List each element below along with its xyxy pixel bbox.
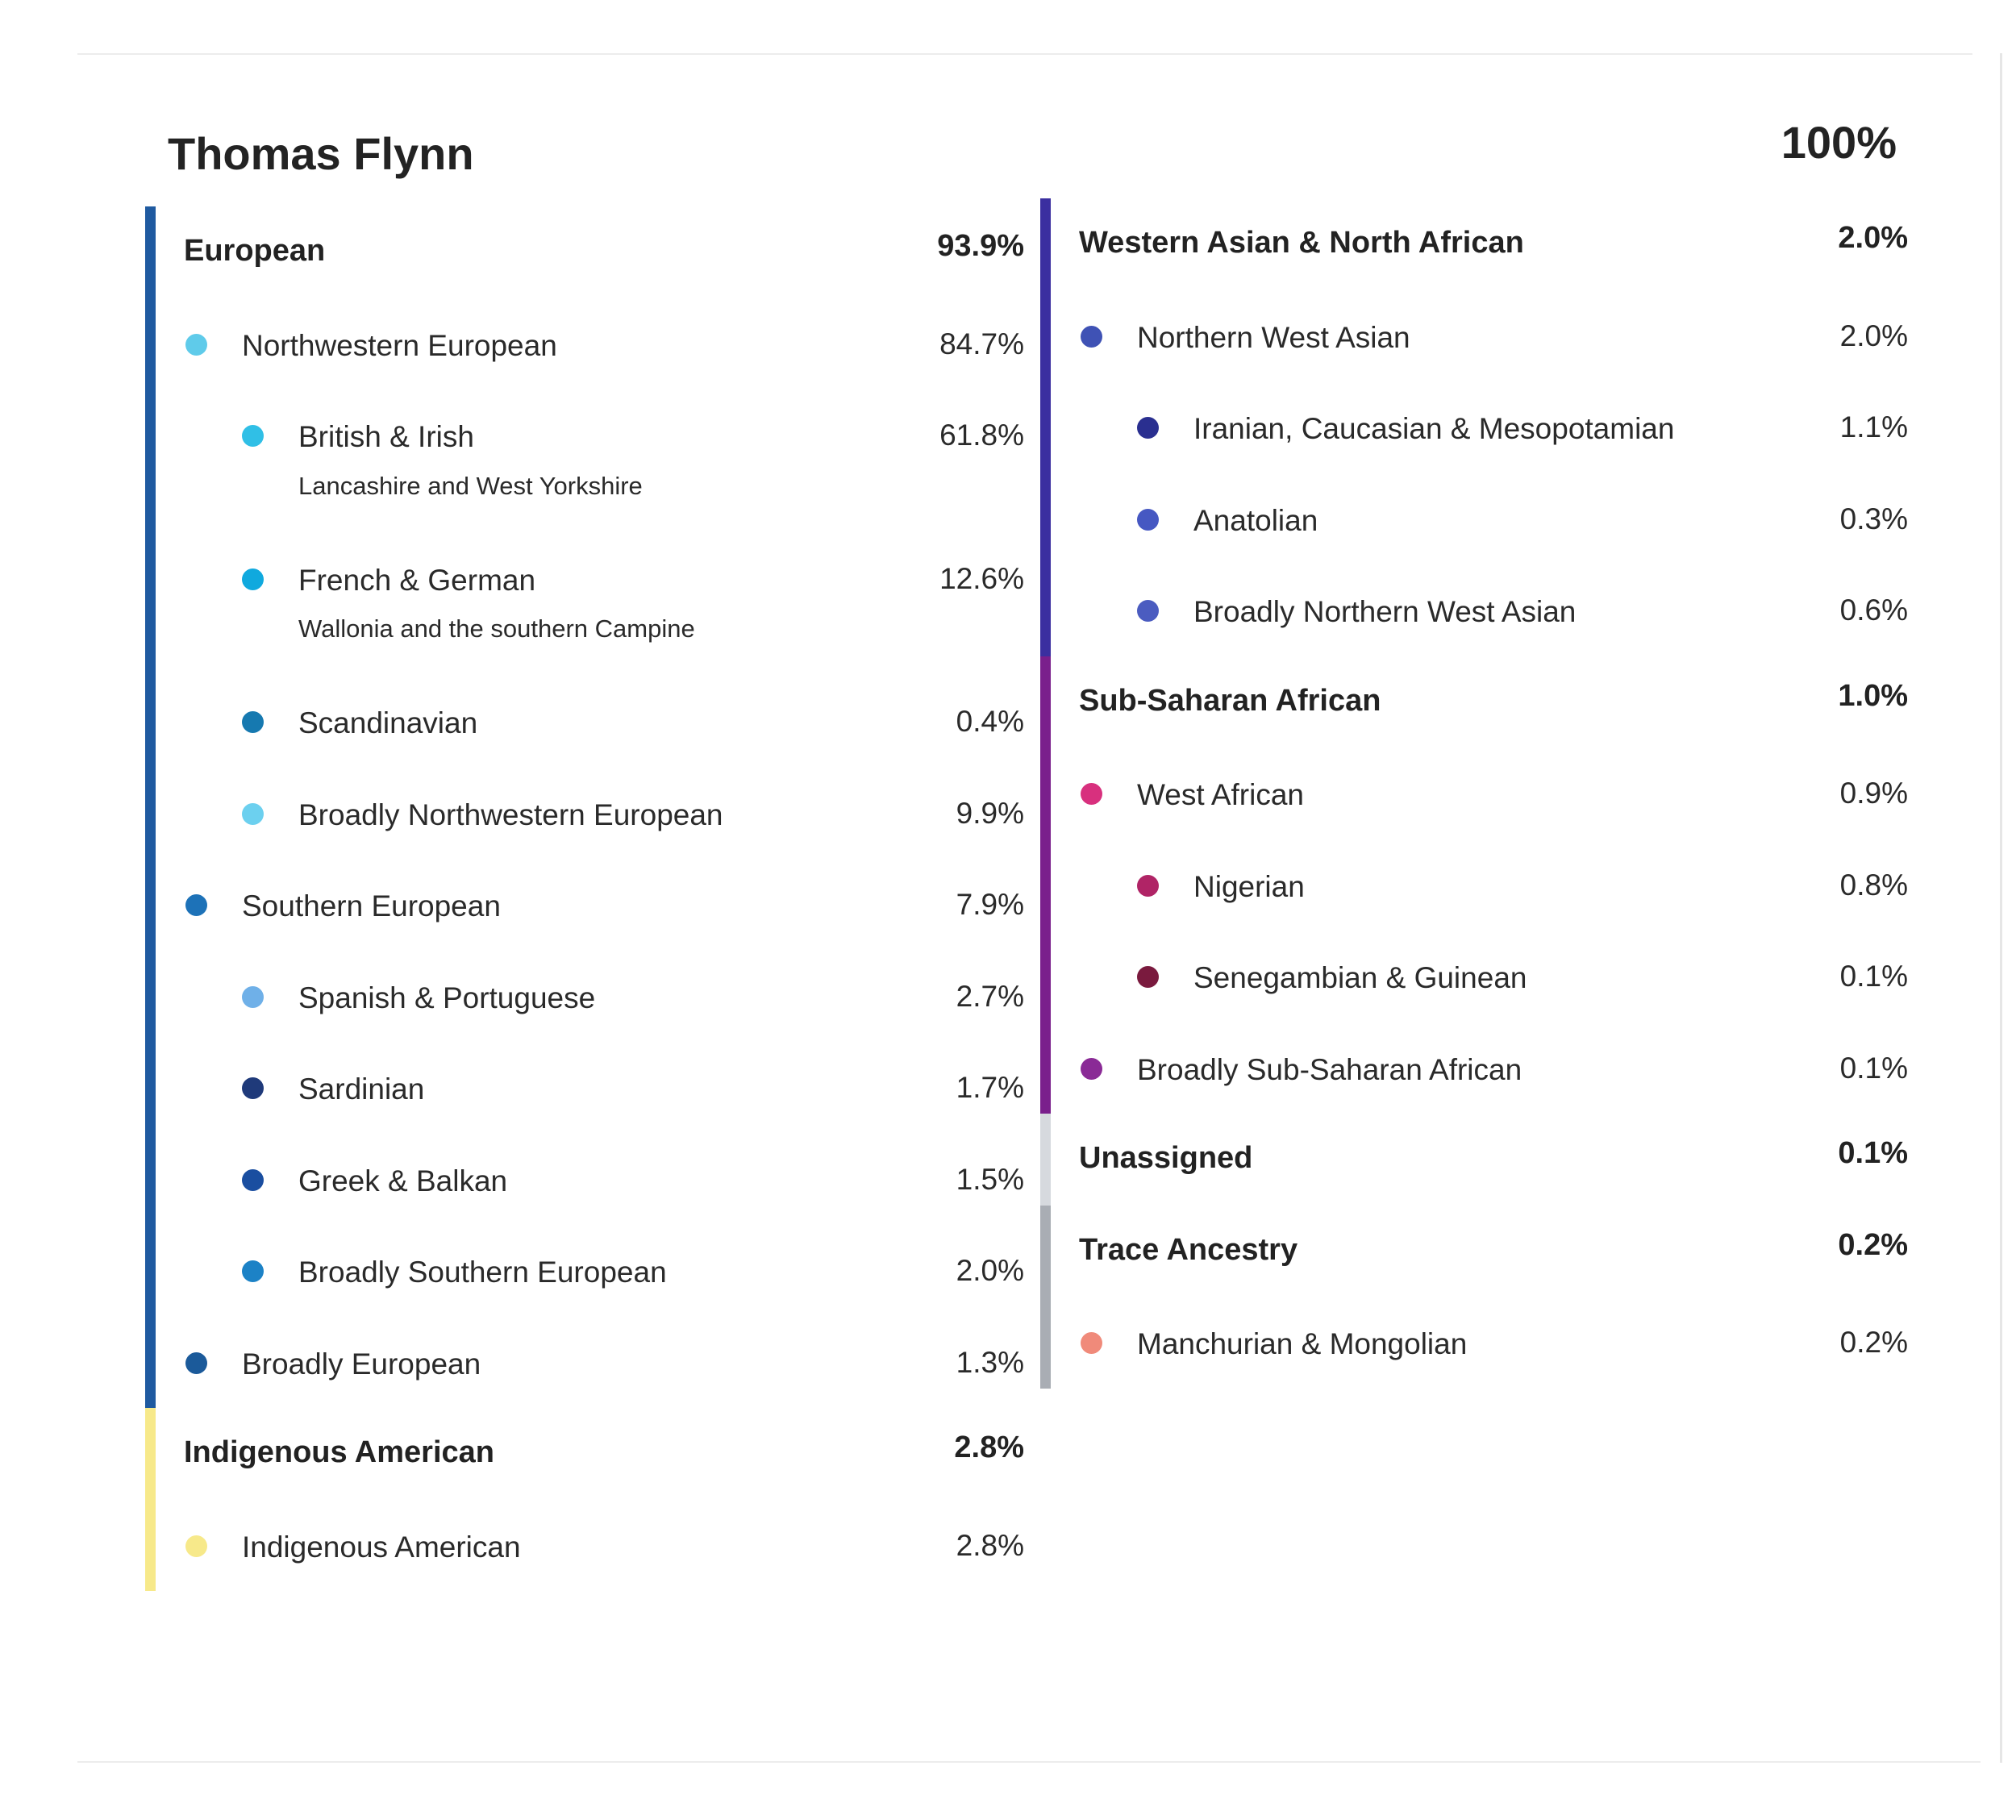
ancestry-row (145, 1317, 1024, 1409)
ancestry-label: West African (1137, 778, 1305, 811)
ancestry-label: Broadly European (242, 1347, 481, 1381)
group-trace (1040, 1206, 1908, 1389)
group-heading (1040, 198, 1908, 290)
group-heading (1040, 1206, 1908, 1297)
ancestry-percent: 2.8% (956, 1528, 1024, 1562)
ancestry-label: Sardinian (298, 1072, 425, 1106)
ancestry-label: Anatolian (1193, 503, 1318, 537)
group-ssa (1040, 656, 1908, 1114)
heading-label: Western Asian & North African (1079, 226, 1524, 260)
ancestry-label: French & German (298, 563, 536, 597)
ancestry-row (145, 1225, 1024, 1317)
ancestry-label: Northern West Asian (1137, 320, 1410, 354)
heading-label: Unassigned (1079, 1141, 1253, 1175)
ancestry-row (1040, 748, 1908, 839)
ancestry-label: Broadly Northwestern European (298, 798, 723, 831)
ancestry-percent: 0.4% (956, 705, 1024, 738)
right-column (1040, 198, 1908, 1389)
ancestry-row (145, 533, 1024, 625)
ancestry-percent: 2.0% (1839, 319, 1908, 352)
group-indigenous (145, 1408, 1024, 1591)
heading-label: Trace Ancestry (1079, 1232, 1298, 1267)
ancestry-row (1040, 473, 1908, 565)
color-dot-icon (242, 1260, 264, 1282)
heading-percent: 0.1% (1838, 1136, 1908, 1170)
ancestry-label: British & Irish (298, 420, 474, 453)
color-dot-icon (242, 986, 264, 1008)
heading-percent: 93.9% (937, 229, 1024, 263)
group-heading (1040, 656, 1908, 748)
ancestry-percent: 0.8% (1839, 868, 1908, 902)
color-dot-icon (1137, 417, 1159, 439)
trace-items (1040, 1297, 1908, 1389)
color-dot-icon (242, 568, 264, 590)
heading-label: Sub-Saharan African (1079, 683, 1381, 718)
ancestry-percent: 0.1% (1839, 960, 1908, 993)
person-name: Thomas Flynn (168, 128, 474, 179)
heading-percent: 2.0% (1838, 221, 1908, 255)
region-row (145, 471, 1024, 533)
ancestry-percent: 84.7% (939, 327, 1024, 360)
ancestry-label: Broadly Southern European (298, 1256, 667, 1289)
color-dot-icon (242, 711, 264, 733)
color-dot-icon (242, 1169, 264, 1191)
ancestry-row (1040, 839, 1908, 931)
color-dot-icon (185, 1535, 207, 1557)
color-dot-icon (1137, 600, 1159, 622)
region-label: Wallonia and the southern Campine (298, 614, 695, 643)
color-dot-icon (1137, 875, 1159, 897)
ancestry-percent: 1.7% (956, 1071, 1024, 1104)
ancestry-label: Broadly Sub-Saharan African (1137, 1052, 1522, 1086)
ancestry-percent: 1.5% (956, 1162, 1024, 1196)
left-column (145, 206, 1024, 1591)
ancestry-label: Southern European (242, 889, 501, 922)
ancestry-percent: 0.3% (1839, 502, 1908, 535)
indigenous-items (145, 1500, 1024, 1592)
ancestry-row (145, 1134, 1024, 1226)
ancestry-row (145, 676, 1024, 768)
region-row (145, 614, 1024, 676)
color-dot-icon (185, 1352, 207, 1374)
group-heading (1040, 1114, 1908, 1206)
group-heading (145, 206, 1024, 298)
ssa-items (1040, 748, 1908, 1114)
color-dot-icon (1137, 509, 1159, 531)
group-unassigned (1040, 1114, 1908, 1206)
ancestry-row (1040, 381, 1908, 473)
european-items (145, 298, 1024, 1409)
ancestry-percent: 2.0% (956, 1254, 1024, 1287)
heading-percent: 1.0% (1838, 678, 1908, 713)
ancestry-percent: 12.6% (939, 561, 1024, 595)
group-waa (1040, 198, 1908, 656)
ancestry-label: Indigenous American (242, 1530, 521, 1564)
ancestry-row (1040, 564, 1908, 656)
ancestry-row (1040, 931, 1908, 1022)
ancestry-label: Scandinavian (298, 706, 478, 739)
color-dot-icon (242, 803, 264, 825)
ancestry-percent: 1.3% (956, 1345, 1024, 1379)
ancestry-row (1040, 1022, 1908, 1114)
ancestry-percent: 2.7% (956, 979, 1024, 1013)
ancestry-row (145, 859, 1024, 951)
ancestry-percent: 7.9% (956, 888, 1024, 921)
ancestry-row (145, 1500, 1024, 1592)
ancestry-percent: 61.8% (939, 419, 1024, 452)
ancestry-label: Greek & Balkan (298, 1164, 508, 1197)
ancestry-label: Northwestern European (242, 328, 557, 362)
color-dot-icon (1081, 1058, 1102, 1080)
ancestry-percent: 9.9% (956, 796, 1024, 830)
ancestry-row (1040, 290, 1908, 382)
ancestry-row (145, 298, 1024, 390)
color-dot-icon (1081, 326, 1102, 348)
region-label: Lancashire and West Yorkshire (298, 471, 643, 500)
paper-edge (77, 53, 1972, 55)
ancestry-percent: 1.1% (1839, 410, 1908, 444)
color-dot-icon (1137, 966, 1159, 988)
ancestry-label: Spanish & Portuguese (298, 981, 596, 1014)
color-dot-icon (242, 1077, 264, 1099)
color-dot-icon (1081, 1332, 1102, 1354)
ancestry-row (145, 1042, 1024, 1134)
ancestry-label: Iranian, Caucasian & Mesopotamian (1193, 412, 1675, 445)
color-dot-icon (185, 334, 207, 356)
group-european (145, 206, 1024, 1408)
ancestry-percent: 0.9% (1839, 777, 1908, 810)
color-dot-icon (185, 894, 207, 916)
color-dot-icon (1081, 783, 1102, 805)
heading-label: European (184, 234, 326, 268)
heading-percent: 0.2% (1838, 1227, 1908, 1262)
ancestry-row (145, 768, 1024, 860)
color-dot-icon (242, 425, 264, 447)
paper-edge (77, 1761, 1981, 1763)
ancestry-percent: 0.6% (1839, 593, 1908, 627)
ancestry-label: Nigerian (1193, 869, 1305, 903)
paper-edge (2000, 53, 2002, 1763)
group-heading (145, 1408, 1024, 1500)
heading-percent: 2.8% (954, 1431, 1024, 1464)
waa-items (1040, 290, 1908, 656)
ancestry-percent: 0.2% (1839, 1326, 1908, 1359)
heading-label: Indigenous American (184, 1435, 494, 1469)
ancestry-percent: 0.1% (1839, 1051, 1908, 1085)
total-percent: 100% (1781, 117, 1897, 168)
ancestry-label: Senegambian & Guinean (1193, 961, 1527, 994)
ancestry-row (145, 951, 1024, 1043)
ancestry-row (145, 389, 1024, 481)
ancestry-label: Broadly Northern West Asian (1193, 595, 1577, 628)
ancestry-row (1040, 1297, 1908, 1389)
ancestry-label: Manchurian & Mongolian (1137, 1327, 1468, 1360)
